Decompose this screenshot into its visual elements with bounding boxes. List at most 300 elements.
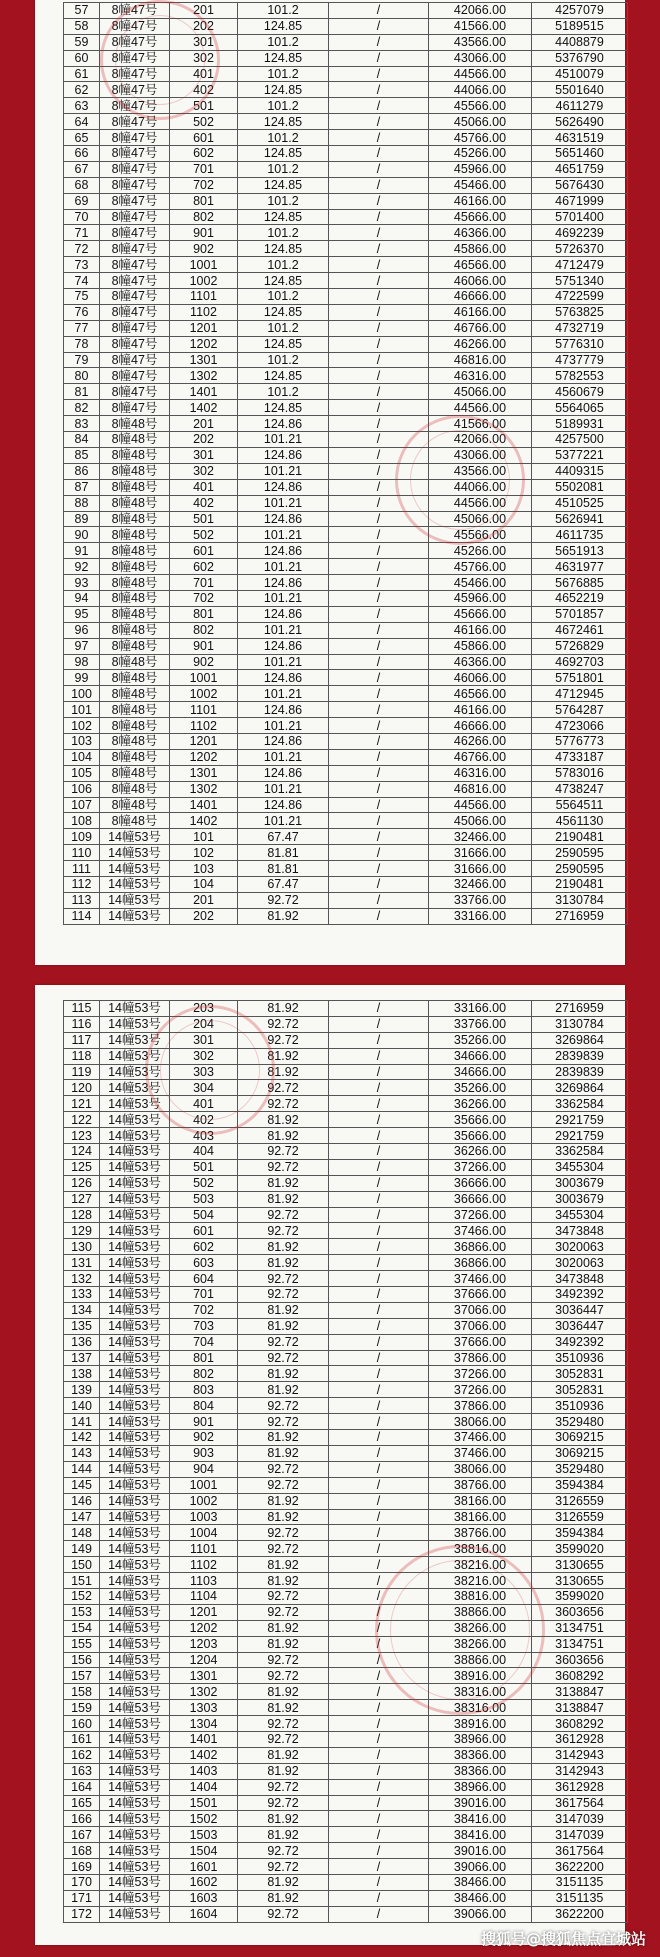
row-number-cell: 162 xyxy=(64,1747,100,1763)
total-price-cell: 3069215 xyxy=(532,1430,628,1446)
table-row xyxy=(64,66,628,82)
room-cell: 202 xyxy=(170,908,238,924)
building-cell: 14幢53号 xyxy=(100,1144,170,1160)
placeholder-cell: / xyxy=(329,1874,429,1890)
total-price-cell: 4737779 xyxy=(532,352,628,368)
total-price-cell: 3594384 xyxy=(532,1477,628,1493)
table-row xyxy=(64,1032,628,1048)
building-cell: 14幢53号 xyxy=(100,1493,170,1509)
room-cell: 1301 xyxy=(170,765,238,781)
row-number-cell: 161 xyxy=(64,1731,100,1747)
room-cell: 502 xyxy=(170,1175,238,1191)
table-row xyxy=(64,1588,628,1604)
placeholder-cell: / xyxy=(329,1620,429,1636)
table-row xyxy=(64,193,628,209)
room-cell: 1403 xyxy=(170,1763,238,1779)
table-row xyxy=(64,1604,628,1620)
building-cell: 14幢53号 xyxy=(100,1779,170,1795)
unit-price-cell: 36866.00 xyxy=(429,1239,532,1255)
placeholder-cell: / xyxy=(329,304,429,320)
area-cell: 81.92 xyxy=(238,1239,329,1255)
table-row xyxy=(64,304,628,320)
table-row xyxy=(64,1763,628,1779)
row-number-cell: 170 xyxy=(64,1874,100,1890)
total-price-cell: 4560679 xyxy=(532,384,628,400)
area-cell: 92.72 xyxy=(238,1414,329,1430)
table-row xyxy=(64,495,628,511)
building-cell: 14幢53号 xyxy=(100,1795,170,1811)
area-cell: 101.2 xyxy=(238,66,329,82)
unit-price-cell: 37266.00 xyxy=(429,1382,532,1398)
table-row xyxy=(64,416,628,432)
area-cell: 101.2 xyxy=(238,161,329,177)
unit-price-cell: 37266.00 xyxy=(429,1207,532,1223)
row-number-cell: 135 xyxy=(64,1318,100,1334)
unit-price-cell: 38216.00 xyxy=(429,1557,532,1573)
unit-price-cell: 33766.00 xyxy=(429,892,532,908)
total-price-cell: 3134751 xyxy=(532,1636,628,1652)
unit-price-cell: 38366.00 xyxy=(429,1747,532,1763)
area-cell: 92.72 xyxy=(238,1207,329,1223)
unit-price-cell: 39016.00 xyxy=(429,1843,532,1859)
row-number-cell: 108 xyxy=(64,813,100,829)
building-cell: 14幢53号 xyxy=(100,1874,170,1890)
total-price-cell: 3599020 xyxy=(532,1541,628,1557)
table-row xyxy=(64,1191,628,1207)
row-number-cell: 142 xyxy=(64,1430,100,1446)
table-row xyxy=(64,98,628,114)
area-cell: 81.92 xyxy=(238,1112,329,1128)
total-price-cell: 3510936 xyxy=(532,1398,628,1414)
placeholder-cell: / xyxy=(329,606,429,622)
placeholder-cell: / xyxy=(329,1080,429,1096)
table-row xyxy=(64,813,628,829)
table-row xyxy=(64,1382,628,1398)
unit-price-cell: 41566.00 xyxy=(429,416,532,432)
building-cell: 14幢53号 xyxy=(100,1652,170,1668)
building-cell: 14幢53号 xyxy=(100,829,170,845)
room-cell: 201 xyxy=(170,892,238,908)
room-cell: 1504 xyxy=(170,1843,238,1859)
room-cell: 1001 xyxy=(170,257,238,273)
table-row xyxy=(64,733,628,749)
building-cell: 14幢53号 xyxy=(100,1859,170,1875)
row-number-cell: 107 xyxy=(64,797,100,813)
area-cell: 81.92 xyxy=(238,1557,329,1573)
placeholder-cell: / xyxy=(329,1684,429,1700)
building-cell: 14幢53号 xyxy=(100,1302,170,1318)
total-price-cell: 2716959 xyxy=(532,908,628,924)
room-cell: 1103 xyxy=(170,1573,238,1589)
room-cell: 1202 xyxy=(170,336,238,352)
total-price-cell: 4692239 xyxy=(532,225,628,241)
building-cell: 8幢48号 xyxy=(100,622,170,638)
row-number-cell: 129 xyxy=(64,1223,100,1239)
row-number-cell: 75 xyxy=(64,289,100,305)
total-price-cell: 2921759 xyxy=(532,1128,628,1144)
area-cell: 101.2 xyxy=(238,352,329,368)
table-row xyxy=(64,606,628,622)
area-cell: 124.86 xyxy=(238,543,329,559)
row-number-cell: 95 xyxy=(64,606,100,622)
table-row xyxy=(64,1366,628,1382)
area-cell: 81.92 xyxy=(238,1430,329,1446)
area-cell: 101.21 xyxy=(238,654,329,670)
placeholder-cell: / xyxy=(329,1843,429,1859)
building-cell: 14幢53号 xyxy=(100,1318,170,1334)
placeholder-cell: / xyxy=(329,1668,429,1684)
row-number-cell: 84 xyxy=(64,432,100,448)
placeholder-cell: / xyxy=(329,416,429,432)
placeholder-cell: / xyxy=(329,686,429,702)
area-cell: 101.2 xyxy=(238,320,329,336)
room-cell: 703 xyxy=(170,1318,238,1334)
room-cell: 702 xyxy=(170,177,238,193)
unit-price-cell: 45766.00 xyxy=(429,559,532,575)
room-cell: 1203 xyxy=(170,1636,238,1652)
area-cell: 92.72 xyxy=(238,1795,329,1811)
row-number-cell: 87 xyxy=(64,479,100,495)
area-cell: 92.72 xyxy=(238,1716,329,1732)
table-row xyxy=(64,1874,628,1890)
area-cell: 101.2 xyxy=(238,384,329,400)
room-cell: 1002 xyxy=(170,273,238,289)
total-price-cell: 3069215 xyxy=(532,1445,628,1461)
table-row xyxy=(64,1557,628,1573)
unit-price-cell: 38466.00 xyxy=(429,1874,532,1890)
total-price-cell: 5651913 xyxy=(532,543,628,559)
placeholder-cell: / xyxy=(329,66,429,82)
building-cell: 14幢53号 xyxy=(100,845,170,861)
placeholder-cell: / xyxy=(329,1588,429,1604)
total-price-cell: 3612928 xyxy=(532,1731,628,1747)
placeholder-cell: / xyxy=(329,1827,429,1843)
room-cell: 301 xyxy=(170,34,238,50)
placeholder-cell: / xyxy=(329,177,429,193)
room-cell: 1002 xyxy=(170,686,238,702)
total-price-cell: 3510936 xyxy=(532,1350,628,1366)
total-price-cell: 3599020 xyxy=(532,1588,628,1604)
table-row xyxy=(64,1302,628,1318)
unit-price-cell: 45466.00 xyxy=(429,177,532,193)
building-cell: 14幢53号 xyxy=(100,1159,170,1175)
total-price-cell: 5377221 xyxy=(532,447,628,463)
building-cell: 8幢47号 xyxy=(100,384,170,400)
building-cell: 8幢47号 xyxy=(100,98,170,114)
area-cell: 101.2 xyxy=(238,98,329,114)
building-cell: 8幢47号 xyxy=(100,320,170,336)
row-number-cell: 157 xyxy=(64,1668,100,1684)
placeholder-cell: / xyxy=(329,829,429,845)
row-number-cell: 94 xyxy=(64,590,100,606)
row-number-cell: 59 xyxy=(64,34,100,50)
room-cell: 1101 xyxy=(170,1541,238,1557)
placeholder-cell: / xyxy=(329,861,429,877)
room-cell: 1101 xyxy=(170,702,238,718)
room-cell: 501 xyxy=(170,1159,238,1175)
room-cell: 1201 xyxy=(170,320,238,336)
table-row xyxy=(64,1016,628,1032)
room-cell: 802 xyxy=(170,1366,238,1382)
unit-price-cell: 38266.00 xyxy=(429,1620,532,1636)
unit-price-cell: 46666.00 xyxy=(429,718,532,734)
unit-price-cell: 45666.00 xyxy=(429,209,532,225)
total-price-cell: 3130655 xyxy=(532,1573,628,1589)
row-number-cell: 96 xyxy=(64,622,100,638)
total-price-cell: 4738247 xyxy=(532,781,628,797)
unit-price-cell: 44066.00 xyxy=(429,82,532,98)
room-cell: 704 xyxy=(170,1334,238,1350)
placeholder-cell: / xyxy=(329,908,429,924)
placeholder-cell: / xyxy=(329,1573,429,1589)
unit-price-cell: 46266.00 xyxy=(429,336,532,352)
room-cell: 1302 xyxy=(170,368,238,384)
placeholder-cell: / xyxy=(329,495,429,511)
total-price-cell: 3603656 xyxy=(532,1652,628,1668)
total-price-cell: 3594384 xyxy=(532,1525,628,1541)
building-cell: 14幢53号 xyxy=(100,1763,170,1779)
area-cell: 92.72 xyxy=(238,892,329,908)
row-number-cell: 72 xyxy=(64,241,100,257)
area-cell: 92.72 xyxy=(238,1731,329,1747)
row-number-cell: 163 xyxy=(64,1763,100,1779)
building-cell: 8幢48号 xyxy=(100,781,170,797)
building-cell: 8幢47号 xyxy=(100,114,170,130)
placeholder-cell: / xyxy=(329,1509,429,1525)
area-cell: 81.92 xyxy=(238,1827,329,1843)
table-row xyxy=(64,527,628,543)
price-list-page-2 xyxy=(35,985,625,1945)
unit-price-cell: 46566.00 xyxy=(429,686,532,702)
row-number-cell: 111 xyxy=(64,861,100,877)
table-row xyxy=(64,447,628,463)
total-price-cell: 2716959 xyxy=(532,1001,628,1017)
total-price-cell: 4692703 xyxy=(532,654,628,670)
placeholder-cell: / xyxy=(329,1001,429,1017)
room-cell: 701 xyxy=(170,575,238,591)
row-number-cell: 137 xyxy=(64,1350,100,1366)
table-row xyxy=(64,177,628,193)
unit-price-cell: 36866.00 xyxy=(429,1255,532,1271)
total-price-cell: 3612928 xyxy=(532,1779,628,1795)
total-price-cell: 3455304 xyxy=(532,1207,628,1223)
room-cell: 503 xyxy=(170,1191,238,1207)
building-cell: 14幢53号 xyxy=(100,1414,170,1430)
unit-price-cell: 37466.00 xyxy=(429,1223,532,1239)
building-cell: 8幢47号 xyxy=(100,193,170,209)
area-cell: 81.92 xyxy=(238,1636,329,1652)
room-cell: 602 xyxy=(170,559,238,575)
row-number-cell: 86 xyxy=(64,463,100,479)
unit-price-cell: 31666.00 xyxy=(429,861,532,877)
table-row xyxy=(64,1684,628,1700)
unit-price-cell: 38316.00 xyxy=(429,1700,532,1716)
row-number-cell: 61 xyxy=(64,66,100,82)
area-cell: 92.72 xyxy=(238,1159,329,1175)
unit-price-cell: 46066.00 xyxy=(429,670,532,686)
total-price-cell: 2190481 xyxy=(532,876,628,892)
row-number-cell: 125 xyxy=(64,1159,100,1175)
building-cell: 8幢47号 xyxy=(100,3,170,19)
room-cell: 502 xyxy=(170,114,238,130)
unit-price-cell: 39066.00 xyxy=(429,1906,532,1922)
table-row xyxy=(64,1652,628,1668)
room-cell: 401 xyxy=(170,1096,238,1112)
table-row xyxy=(64,479,628,495)
unit-price-cell: 37266.00 xyxy=(429,1366,532,1382)
placeholder-cell: / xyxy=(329,1795,429,1811)
placeholder-cell: / xyxy=(329,336,429,352)
building-cell: 14幢53号 xyxy=(100,876,170,892)
row-number-cell: 81 xyxy=(64,384,100,400)
room-cell: 202 xyxy=(170,432,238,448)
table-row xyxy=(64,368,628,384)
room-cell: 1302 xyxy=(170,781,238,797)
total-price-cell: 4631519 xyxy=(532,130,628,146)
unit-price-cell: 37266.00 xyxy=(429,1159,532,1175)
unit-price-cell: 46366.00 xyxy=(429,225,532,241)
total-price-cell: 5651460 xyxy=(532,146,628,162)
placeholder-cell: / xyxy=(329,209,429,225)
building-cell: 8幢48号 xyxy=(100,733,170,749)
row-number-cell: 92 xyxy=(64,559,100,575)
row-number-cell: 155 xyxy=(64,1636,100,1652)
building-cell: 8幢47号 xyxy=(100,352,170,368)
table-row xyxy=(64,18,628,34)
row-number-cell: 133 xyxy=(64,1287,100,1303)
unit-price-cell: 45066.00 xyxy=(429,384,532,400)
total-price-cell: 3147039 xyxy=(532,1827,628,1843)
table-row xyxy=(64,1668,628,1684)
total-price-cell: 4651759 xyxy=(532,161,628,177)
row-number-cell: 67 xyxy=(64,161,100,177)
area-cell: 81.92 xyxy=(238,1175,329,1191)
placeholder-cell: / xyxy=(329,1223,429,1239)
unit-price-cell: 42066.00 xyxy=(429,432,532,448)
row-number-cell: 79 xyxy=(64,352,100,368)
unit-price-cell: 46316.00 xyxy=(429,368,532,384)
total-price-cell: 5626941 xyxy=(532,511,628,527)
area-cell: 124.86 xyxy=(238,638,329,654)
building-cell: 8幢47号 xyxy=(100,225,170,241)
area-cell: 92.72 xyxy=(238,1271,329,1287)
area-cell: 124.85 xyxy=(238,50,329,66)
total-price-cell: 5676430 xyxy=(532,177,628,193)
total-price-cell: 3362584 xyxy=(532,1096,628,1112)
total-price-cell: 3529480 xyxy=(532,1461,628,1477)
unit-price-cell: 37666.00 xyxy=(429,1334,532,1350)
area-cell: 101.2 xyxy=(238,34,329,50)
unit-price-cell: 38166.00 xyxy=(429,1493,532,1509)
building-cell: 14幢53号 xyxy=(100,1255,170,1271)
placeholder-cell: / xyxy=(329,1334,429,1350)
table-row xyxy=(64,1477,628,1493)
building-cell: 14幢53号 xyxy=(100,1366,170,1382)
area-cell: 67.47 xyxy=(238,829,329,845)
table-row xyxy=(64,511,628,527)
placeholder-cell: / xyxy=(329,34,429,50)
table-row xyxy=(64,1779,628,1795)
building-cell: 14幢53号 xyxy=(100,1541,170,1557)
room-cell: 1401 xyxy=(170,384,238,400)
table-row xyxy=(64,463,628,479)
room-cell: 203 xyxy=(170,1001,238,1017)
row-number-cell: 153 xyxy=(64,1604,100,1620)
placeholder-cell: / xyxy=(329,479,429,495)
area-cell: 101.2 xyxy=(238,257,329,273)
area-cell: 81.92 xyxy=(238,1874,329,1890)
area-cell: 81.92 xyxy=(238,908,329,924)
row-number-cell: 140 xyxy=(64,1398,100,1414)
total-price-cell: 3473848 xyxy=(532,1271,628,1287)
row-number-cell: 148 xyxy=(64,1525,100,1541)
row-number-cell: 73 xyxy=(64,257,100,273)
room-cell: 1401 xyxy=(170,797,238,813)
room-cell: 303 xyxy=(170,1064,238,1080)
row-number-cell: 118 xyxy=(64,1048,100,1064)
area-cell: 92.72 xyxy=(238,1477,329,1493)
area-cell: 92.72 xyxy=(238,1287,329,1303)
table-row xyxy=(64,1700,628,1716)
room-cell: 1401 xyxy=(170,1731,238,1747)
building-cell: 14幢53号 xyxy=(100,1731,170,1747)
area-cell: 101.2 xyxy=(238,3,329,19)
total-price-cell: 3473848 xyxy=(532,1223,628,1239)
unit-price-cell: 45866.00 xyxy=(429,638,532,654)
price-table-2-body xyxy=(64,1001,628,1923)
room-cell: 602 xyxy=(170,1239,238,1255)
room-cell: 1501 xyxy=(170,1795,238,1811)
placeholder-cell: / xyxy=(329,1493,429,1509)
total-price-cell: 4723066 xyxy=(532,718,628,734)
building-cell: 8幢48号 xyxy=(100,606,170,622)
building-cell: 8幢48号 xyxy=(100,718,170,734)
total-price-cell: 5701400 xyxy=(532,209,628,225)
room-cell: 803 xyxy=(170,1382,238,1398)
building-cell: 14幢53号 xyxy=(100,1811,170,1827)
placeholder-cell: / xyxy=(329,527,429,543)
total-price-cell: 5751801 xyxy=(532,670,628,686)
unit-price-cell: 45066.00 xyxy=(429,114,532,130)
row-number-cell: 164 xyxy=(64,1779,100,1795)
building-cell: 8幢48号 xyxy=(100,495,170,511)
placeholder-cell: / xyxy=(329,892,429,908)
area-cell: 81.92 xyxy=(238,1318,329,1334)
table-row xyxy=(64,241,628,257)
area-cell: 81.92 xyxy=(238,1128,329,1144)
building-cell: 14幢53号 xyxy=(100,908,170,924)
table-row xyxy=(64,1350,628,1366)
room-cell: 204 xyxy=(170,1016,238,1032)
table-row xyxy=(64,765,628,781)
room-cell: 1602 xyxy=(170,1874,238,1890)
building-cell: 8幢48号 xyxy=(100,813,170,829)
table-row xyxy=(64,1906,628,1922)
building-cell: 8幢47号 xyxy=(100,82,170,98)
room-cell: 1101 xyxy=(170,289,238,305)
unit-price-cell: 38066.00 xyxy=(429,1461,532,1477)
area-cell: 92.72 xyxy=(238,1350,329,1366)
row-number-cell: 115 xyxy=(64,1001,100,1017)
total-price-cell: 5783016 xyxy=(532,765,628,781)
row-number-cell: 169 xyxy=(64,1859,100,1875)
total-price-cell: 4561130 xyxy=(532,813,628,829)
table-row xyxy=(64,1112,628,1128)
building-cell: 14幢53号 xyxy=(100,1223,170,1239)
room-cell: 1001 xyxy=(170,670,238,686)
area-cell: 81.81 xyxy=(238,845,329,861)
table-row xyxy=(64,1509,628,1525)
